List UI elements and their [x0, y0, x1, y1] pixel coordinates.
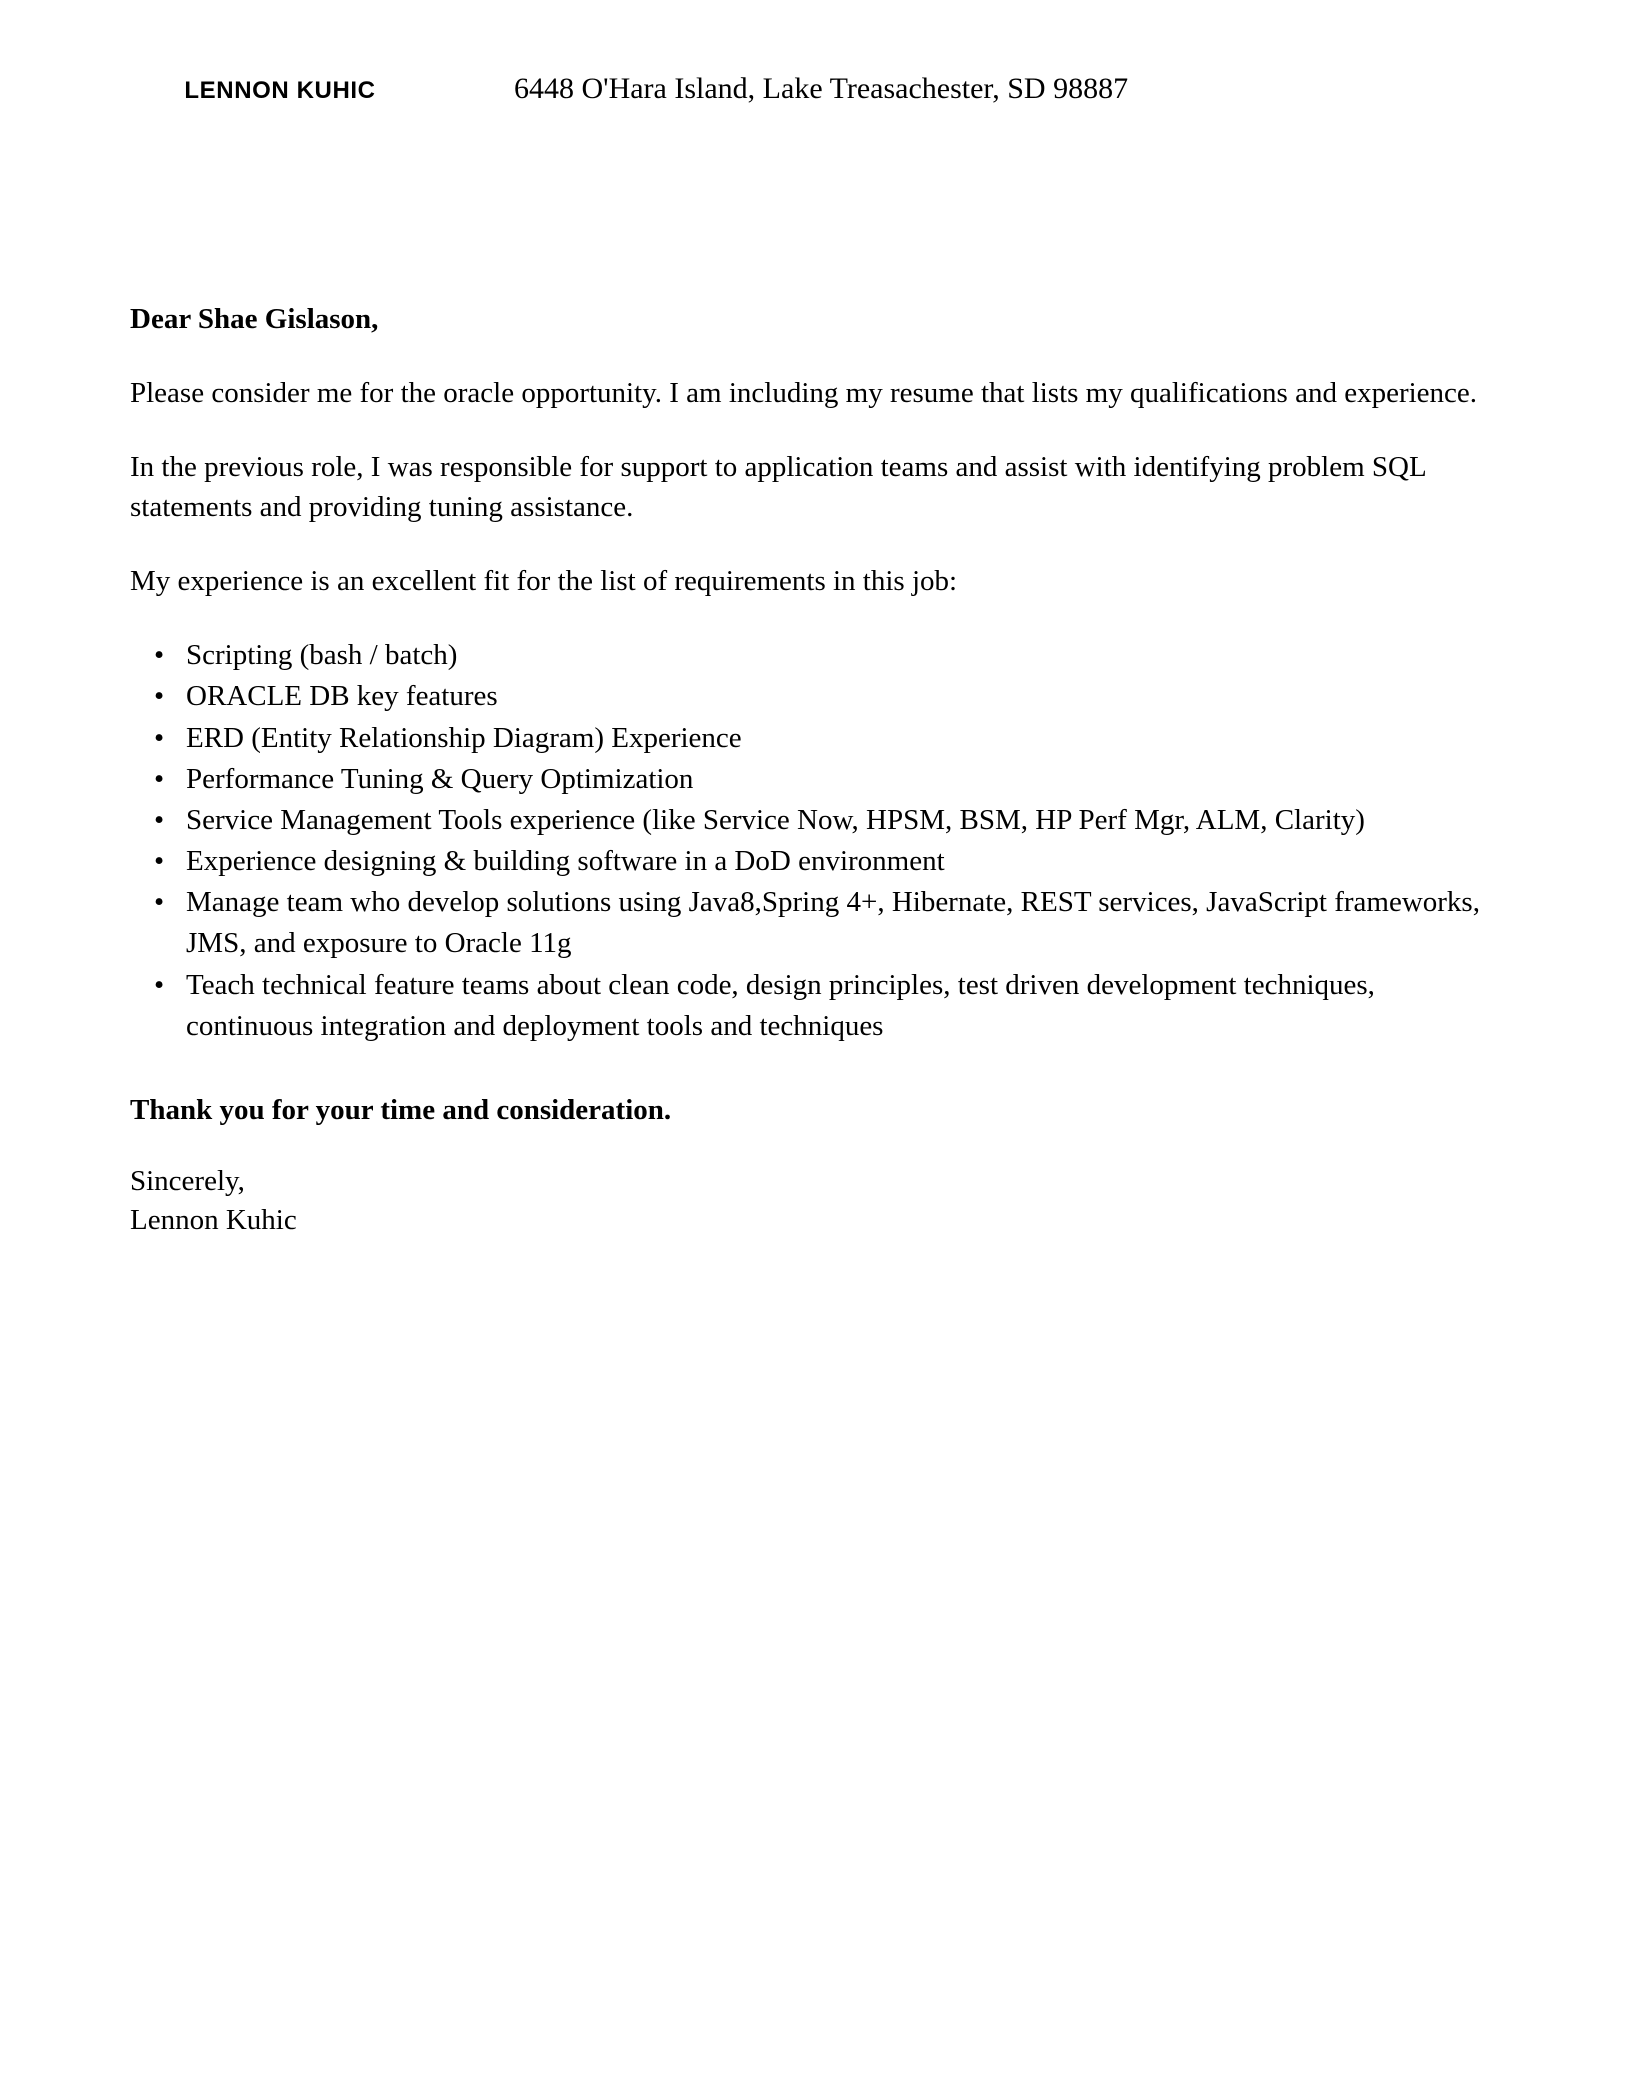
bullet-icon: • [154, 845, 165, 878]
list-item-label: Experience designing & building software in a DoD environment [186, 845, 945, 878]
body-paragraph-2: In the previous role, I was responsible for support to application teams and assist with identifying problem SQL statements and providing tuning assistance. [130, 451, 1426, 524]
sender-name: LENNON KUHIC [184, 77, 376, 104]
bullet-icon: • [154, 803, 165, 836]
letter-body [130, 300, 1480, 1239]
bullet-icon: • [154, 762, 165, 795]
body-paragraph-1: Please consider me for the oracle opportunity. I am including my resume that lists my qualifications and experience. [130, 377, 1478, 410]
list-item-label: Scripting (bash / batch) [186, 639, 458, 672]
list-item-label: ERD (Entity Relationship Diagram) Experience [186, 721, 742, 754]
bullet-icon: • [154, 721, 165, 754]
thank-you-line: Thank you for your time and consideration. [130, 1093, 672, 1126]
list-item [130, 635, 1480, 676]
list-item [130, 759, 1480, 800]
list-item-label: ORACLE DB key features [186, 680, 498, 713]
bullet-icon: • [154, 680, 165, 713]
list-item-label: Performance Tuning & Query Optimization [186, 762, 694, 795]
list-item-label: Teach technical feature teams about clean code, design principles, test driven development techniques, continuous integration and deployment tools and techniques [186, 968, 1375, 1042]
bullet-icon: • [154, 639, 165, 672]
bullet-icon: • [154, 886, 165, 919]
list-item [130, 718, 1480, 759]
list-item [130, 965, 1480, 1047]
list-item [130, 800, 1480, 841]
list-item [130, 676, 1480, 717]
signoff-name: Lennon Kuhic [130, 1203, 297, 1236]
requirements-list [130, 635, 1480, 1047]
letter-header [0, 72, 1632, 106]
bullet-icon: • [154, 968, 165, 1001]
list-item-label: Service Management Tools experience (like Service Now, HPSM, BSM, HP Perf Mgr, ALM, Clarity) [186, 803, 1365, 836]
signature-block [130, 1162, 1480, 1239]
list-item [130, 882, 1480, 964]
list-item [130, 841, 1480, 882]
sender-address: 6448 O'Hara Island, Lake Treasachester, SD 98887 [514, 72, 1129, 105]
signoff-closing: Sincerely, [130, 1165, 245, 1198]
body-paragraph-3: My experience is an excellent fit for the list of requirements in this job: [130, 565, 958, 598]
salutation: Dear Shae Gislason, [130, 303, 379, 335]
list-item-label: Manage team who develop solutions using Java8,Spring 4+, Hibernate, REST services, JavaScript frameworks, JMS, and exposure to Oracle 11g [186, 886, 1480, 960]
